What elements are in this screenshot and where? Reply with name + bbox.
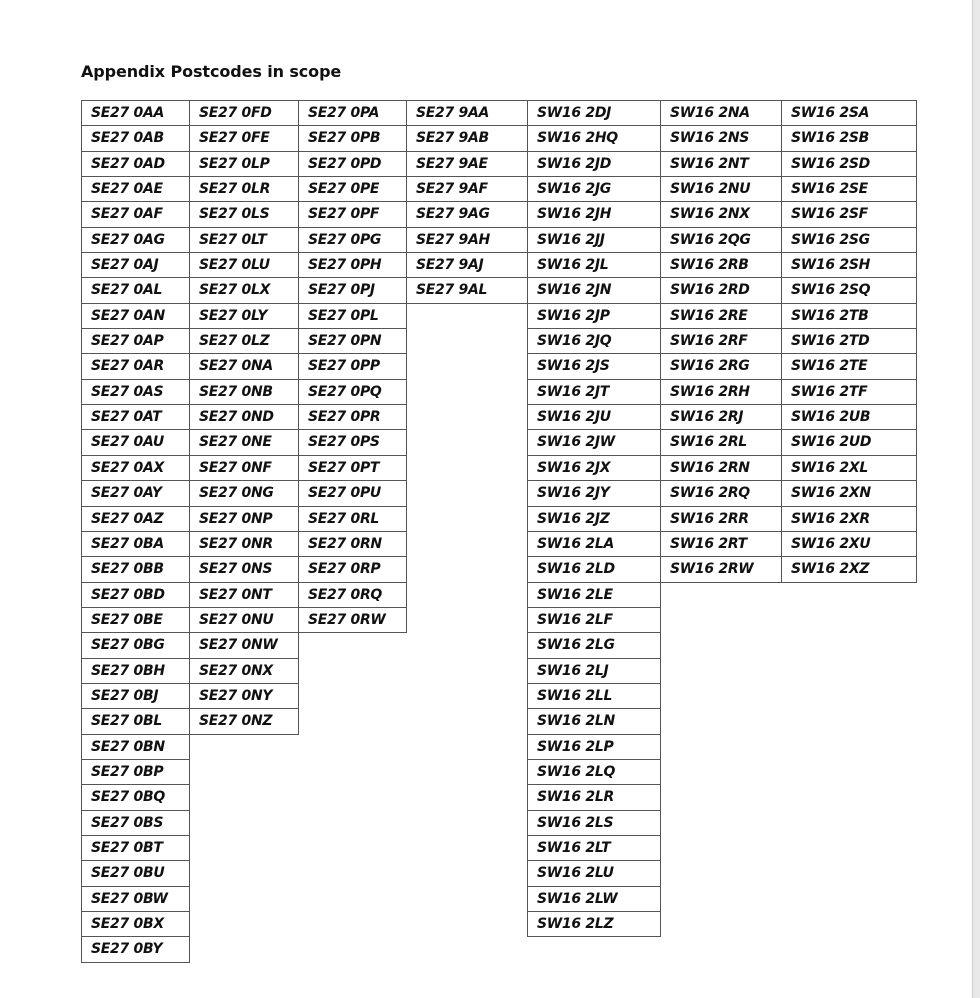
postcode-cell: SW16 2RQ bbox=[661, 480, 782, 505]
postcode-cell: SW16 2SB bbox=[782, 125, 917, 150]
postcode-cell: SE27 0AN bbox=[82, 303, 190, 328]
postcode-cell: SE27 0BT bbox=[82, 835, 190, 860]
postcode-cell: SW16 2TE bbox=[782, 353, 917, 378]
postcode-cell: SE27 0BS bbox=[82, 810, 190, 835]
postcode-column bbox=[298, 100, 407, 633]
postcode-cell: SE27 0AG bbox=[82, 227, 190, 252]
postcode-cell: SE27 0FD bbox=[190, 100, 299, 125]
postcode-cell: SW16 2UB bbox=[782, 404, 917, 429]
postcode-cell: SE27 0NS bbox=[190, 556, 299, 581]
postcode-cell: SW16 2LR bbox=[528, 784, 661, 809]
postcode-cell: SW16 2LJ bbox=[528, 658, 661, 683]
postcode-cell: SE27 0BW bbox=[82, 886, 190, 911]
postcode-cell: SE27 0PA bbox=[299, 100, 407, 125]
postcode-cell: SW16 2JL bbox=[528, 252, 661, 277]
postcode-cell: SW16 2RB bbox=[661, 252, 782, 277]
postcode-cell: SW16 2XZ bbox=[782, 556, 917, 582]
postcode-cell: SE27 0ND bbox=[190, 404, 299, 429]
postcode-cell: SW16 2XR bbox=[782, 506, 917, 531]
postcode-cell: SW16 2RF bbox=[661, 328, 782, 353]
postcode-cell: SW16 2SG bbox=[782, 227, 917, 252]
postcode-cell: SW16 2LT bbox=[528, 835, 661, 860]
page-title: Appendix Postcodes in scope bbox=[81, 62, 342, 81]
postcode-cell: SE27 9AF bbox=[407, 176, 528, 201]
postcode-cell: SE27 0NZ bbox=[190, 708, 299, 734]
postcode-cell: SW16 2RE bbox=[661, 303, 782, 328]
postcode-cell: SE27 0BY bbox=[82, 936, 190, 962]
postcode-cell: SE27 0PL bbox=[299, 303, 407, 328]
postcode-cell: SE27 0BX bbox=[82, 911, 190, 936]
postcode-cell: SE27 0AB bbox=[82, 125, 190, 150]
postcode-cell: SE27 0BG bbox=[82, 632, 190, 657]
postcode-cell: SE27 0AP bbox=[82, 328, 190, 353]
postcode-cell: SE27 0PJ bbox=[299, 277, 407, 302]
postcode-cell: SE27 0PQ bbox=[299, 379, 407, 404]
postcode-cell: SE27 0PE bbox=[299, 176, 407, 201]
postcode-cell: SE27 0LP bbox=[190, 151, 299, 176]
postcode-cell: SE27 0BA bbox=[82, 531, 190, 556]
postcode-cell: SW16 2UD bbox=[782, 429, 917, 454]
postcode-cell: SE27 9AH bbox=[407, 227, 528, 252]
postcode-cell: SW16 2RT bbox=[661, 531, 782, 556]
postcode-cell: SW16 2JY bbox=[528, 480, 661, 505]
postcode-cell: SE27 0BD bbox=[82, 582, 190, 607]
postcode-cell: SW16 2NA bbox=[661, 100, 782, 125]
postcode-cell: SW16 2TD bbox=[782, 328, 917, 353]
postcode-cell: SE27 0NT bbox=[190, 582, 299, 607]
postcode-cell: SW16 2JU bbox=[528, 404, 661, 429]
postcode-cell: SE27 0PN bbox=[299, 328, 407, 353]
postcode-cell: SE27 9AJ bbox=[407, 252, 528, 277]
postcode-cell: SE27 0RL bbox=[299, 506, 407, 531]
postcode-cell: SE27 0PG bbox=[299, 227, 407, 252]
postcode-cell: SW16 2SD bbox=[782, 151, 917, 176]
postcode-cell: SW16 2RN bbox=[661, 455, 782, 480]
postcode-cell: SE27 0NW bbox=[190, 632, 299, 657]
postcode-cell: SE27 0PP bbox=[299, 353, 407, 378]
postcode-cell: SE27 0PB bbox=[299, 125, 407, 150]
postcode-cell: SW16 2LZ bbox=[528, 911, 661, 937]
postcode-cell: SE27 9AB bbox=[407, 125, 528, 150]
postcode-cell: SE27 0BE bbox=[82, 607, 190, 632]
postcode-cell: SW16 2JG bbox=[528, 176, 661, 201]
postcode-cell: SW16 2LE bbox=[528, 582, 661, 607]
postcode-cell: SE27 0AT bbox=[82, 404, 190, 429]
postcode-cell: SW16 2LW bbox=[528, 886, 661, 911]
postcode-column bbox=[406, 100, 528, 304]
postcode-cell: SE27 0AX bbox=[82, 455, 190, 480]
postcode-cell: SE27 0AA bbox=[82, 100, 190, 125]
postcode-cell: SE27 0LU bbox=[190, 252, 299, 277]
postcode-cell: SE27 0AU bbox=[82, 429, 190, 454]
postcode-cell: SW16 2RL bbox=[661, 429, 782, 454]
postcode-cell: SE27 0LX bbox=[190, 277, 299, 302]
postcode-cell: SE27 9AA bbox=[407, 100, 528, 125]
postcode-column bbox=[81, 100, 190, 963]
postcode-cell: SW16 2SQ bbox=[782, 277, 917, 302]
postcode-cell: SE27 0AY bbox=[82, 480, 190, 505]
postcode-cell: SE27 9AG bbox=[407, 201, 528, 226]
postcode-cell: SW16 2XU bbox=[782, 531, 917, 556]
postcode-cell: SE27 0NB bbox=[190, 379, 299, 404]
postcode-cell: SE27 0BN bbox=[82, 734, 190, 759]
postcode-cell: SW16 2LF bbox=[528, 607, 661, 632]
postcode-cell: SW16 2TB bbox=[782, 303, 917, 328]
postcode-cell: SE27 0PU bbox=[299, 480, 407, 505]
postcode-cell: SE27 0RN bbox=[299, 531, 407, 556]
postcode-cell: SE27 0PF bbox=[299, 201, 407, 226]
postcode-cell: SE27 0NF bbox=[190, 455, 299, 480]
postcode-cell: SE27 0NE bbox=[190, 429, 299, 454]
postcode-cell: SW16 2XL bbox=[782, 455, 917, 480]
postcode-cell: SW16 2SF bbox=[782, 201, 917, 226]
postcode-cell: SW16 2RG bbox=[661, 353, 782, 378]
postcode-cell: SW16 2SE bbox=[782, 176, 917, 201]
postcode-cell: SW16 2LN bbox=[528, 708, 661, 733]
postcode-cell: SE27 0AE bbox=[82, 176, 190, 201]
postcode-cell: SW16 2NT bbox=[661, 151, 782, 176]
postcode-cell: SW16 2RJ bbox=[661, 404, 782, 429]
postcode-cell: SW16 2DJ bbox=[528, 100, 661, 125]
postcode-cell: SW16 2RW bbox=[661, 556, 782, 582]
postcode-cell: SE27 0AD bbox=[82, 151, 190, 176]
postcode-cell: SE27 0NX bbox=[190, 658, 299, 683]
postcode-cell: SE27 0FE bbox=[190, 125, 299, 150]
postcode-cell: SE27 0LY bbox=[190, 303, 299, 328]
postcode-cell: SE27 0PD bbox=[299, 151, 407, 176]
postcode-cell: SE27 0AL bbox=[82, 277, 190, 302]
postcode-cell: SW16 2LA bbox=[528, 531, 661, 556]
postcode-cell: SW16 2JP bbox=[528, 303, 661, 328]
postcode-cell: SE27 0BU bbox=[82, 860, 190, 885]
postcode-cell: SE27 0PH bbox=[299, 252, 407, 277]
postcode-cell: SW16 2JN bbox=[528, 277, 661, 302]
postcode-cell: SW16 2NU bbox=[661, 176, 782, 201]
postcode-cell: SE27 0NY bbox=[190, 683, 299, 708]
postcode-cell: SW16 2RH bbox=[661, 379, 782, 404]
postcode-cell: SW16 2XN bbox=[782, 480, 917, 505]
postcode-cell: SE27 0RP bbox=[299, 556, 407, 581]
postcode-cell: SE27 0LS bbox=[190, 201, 299, 226]
postcode-cell: SE27 0AF bbox=[82, 201, 190, 226]
postcode-cell: SW16 2LU bbox=[528, 860, 661, 885]
postcode-cell: SE27 0NU bbox=[190, 607, 299, 632]
postcode-cell: SW16 2JS bbox=[528, 353, 661, 378]
postcode-cell: SE27 0BB bbox=[82, 556, 190, 581]
postcode-cell: SW16 2JJ bbox=[528, 227, 661, 252]
postcode-cell: SE27 0BL bbox=[82, 708, 190, 733]
postcode-cell: SE27 0NG bbox=[190, 480, 299, 505]
postcode-cell: SW16 2NX bbox=[661, 201, 782, 226]
postcode-cell: SW16 2HQ bbox=[528, 125, 661, 150]
postcode-cell: SW16 2TF bbox=[782, 379, 917, 404]
postcode-cell: SW16 2SH bbox=[782, 252, 917, 277]
postcode-cell: SW16 2JT bbox=[528, 379, 661, 404]
postcode-cell: SE27 9AE bbox=[407, 151, 528, 176]
postcode-cell: SE27 0PS bbox=[299, 429, 407, 454]
postcode-cell: SW16 2JW bbox=[528, 429, 661, 454]
postcode-cell: SW16 2LQ bbox=[528, 759, 661, 784]
postcode-cell: SE27 0BJ bbox=[82, 683, 190, 708]
postcode-cell: SW16 2RD bbox=[661, 277, 782, 302]
postcode-cell: SE27 0PT bbox=[299, 455, 407, 480]
postcode-cell: SW16 2JQ bbox=[528, 328, 661, 353]
postcode-column bbox=[189, 100, 299, 735]
postcode-cell: SE27 0RW bbox=[299, 607, 407, 633]
postcode-cell: SE27 9AL bbox=[407, 277, 528, 303]
postcode-cell: SW16 2LS bbox=[528, 810, 661, 835]
postcode-cell: SE27 0AS bbox=[82, 379, 190, 404]
postcode-cell: SE27 0LT bbox=[190, 227, 299, 252]
postcode-cell: SE27 0BP bbox=[82, 759, 190, 784]
postcode-cell: SE27 0BQ bbox=[82, 784, 190, 809]
postcode-cell: SW16 2NS bbox=[661, 125, 782, 150]
postcode-cell: SE27 0NA bbox=[190, 353, 299, 378]
postcode-cell: SW16 2QG bbox=[661, 227, 782, 252]
postcode-cell: SW16 2LL bbox=[528, 683, 661, 708]
postcode-cell: SW16 2JX bbox=[528, 455, 661, 480]
postcode-cell: SW16 2SA bbox=[782, 100, 917, 125]
postcode-cell: SE27 0AR bbox=[82, 353, 190, 378]
postcode-cell: SW16 2LG bbox=[528, 632, 661, 657]
postcode-cell: SW16 2LD bbox=[528, 556, 661, 581]
postcode-cell: SE27 0LZ bbox=[190, 328, 299, 353]
postcode-cell: SW16 2RR bbox=[661, 506, 782, 531]
postcode-cell: SW16 2LP bbox=[528, 734, 661, 759]
postcode-column bbox=[660, 100, 782, 583]
postcode-cell: SW16 2JD bbox=[528, 151, 661, 176]
postcode-cell: SE27 0LR bbox=[190, 176, 299, 201]
postcode-cell: SE27 0BH bbox=[82, 658, 190, 683]
postcode-cell: SE27 0RQ bbox=[299, 582, 407, 607]
postcode-column bbox=[781, 100, 917, 583]
postcode-cell: SE27 0AZ bbox=[82, 506, 190, 531]
postcode-cell: SE27 0PR bbox=[299, 404, 407, 429]
postcode-cell: SW16 2JZ bbox=[528, 506, 661, 531]
postcode-cell: SE27 0NR bbox=[190, 531, 299, 556]
postcode-cell: SE27 0NP bbox=[190, 506, 299, 531]
postcode-cell: SE27 0AJ bbox=[82, 252, 190, 277]
postcode-column bbox=[527, 100, 661, 937]
postcode-cell: SW16 2JH bbox=[528, 201, 661, 226]
